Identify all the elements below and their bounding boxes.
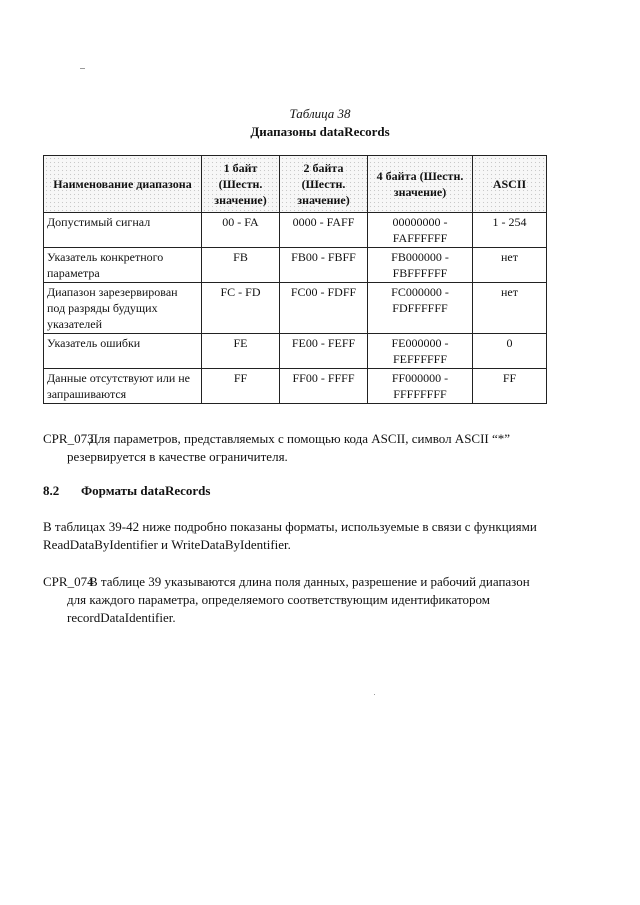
section-heading xyxy=(43,483,210,499)
header-range-name: Наименование диапазона xyxy=(44,156,202,213)
cell-4-bytes: FB000000 - FBFFFFFF xyxy=(368,248,473,283)
cell-1-byte: FB xyxy=(202,248,280,283)
cell-1-byte: FF xyxy=(202,369,280,404)
cell-4-bytes: 00000000 - FAFFFFFF xyxy=(368,213,473,248)
cell-4-bytes: FE000000 - FEFFFFFF xyxy=(368,334,473,369)
cell-1-byte: FE xyxy=(202,334,280,369)
cell-4-bytes: FF000000 - FFFFFFFF xyxy=(368,369,473,404)
cell-range-name: Указатель ошибки xyxy=(44,334,202,369)
cell-ascii: нет xyxy=(473,248,547,283)
table-title: Диапазоны dataRecords xyxy=(250,124,390,139)
requirement-line xyxy=(43,573,603,591)
section-number: 8.2 xyxy=(43,483,60,498)
requirement-line xyxy=(43,430,603,448)
requirement-id: CPR_073 xyxy=(43,431,94,446)
cell-2-bytes: FC00 - FDFF xyxy=(280,283,368,334)
header-1-byte: 1 байт (Шестн. значение) xyxy=(202,156,280,213)
requirement-text: В таблице 39 указываются длина поля данных, разрешение и рабочий диапазон xyxy=(89,574,530,589)
requirement-cpr-073 xyxy=(43,430,603,466)
table-row xyxy=(44,283,547,334)
requirement-text: для каждого параметра, определяемого соответствующим идентификатором xyxy=(67,592,490,607)
table-number: Таблица 38 xyxy=(289,106,351,121)
intro-line: ReadDataByIdentifier и WriteDataByIdentifier. xyxy=(43,537,291,552)
table-row xyxy=(44,369,547,404)
cell-1-byte: FC - FD xyxy=(202,283,280,334)
requirement-id: CPR_074 xyxy=(43,574,94,589)
requirement-text: Для параметров, представляемых с помощью кода ASCII, символ ASCII “*” xyxy=(89,431,511,446)
requirement-cpr-074 xyxy=(43,573,603,627)
table-row xyxy=(44,248,547,283)
table-header-row xyxy=(44,156,547,213)
table-row xyxy=(44,334,547,369)
cell-2-bytes: 0000 - FAFF xyxy=(280,213,368,248)
header-ascii: ASCII xyxy=(473,156,547,213)
scan-speck xyxy=(80,68,85,69)
cell-range-name: Данные отсутствуют или не запрашиваются xyxy=(44,369,202,404)
cell-ascii: FF xyxy=(473,369,547,404)
cell-2-bytes: FB00 - FBFF xyxy=(280,248,368,283)
header-4-bytes: 4 байта (Шестн. значение) xyxy=(368,156,473,213)
cell-range-name: Допустимый сигнал xyxy=(44,213,202,248)
requirement-text: recordDataIdentifier. xyxy=(67,610,176,625)
cell-ascii: нет xyxy=(473,283,547,334)
table-row xyxy=(44,213,547,248)
scan-speck xyxy=(374,694,375,695)
cell-range-name: Диапазон зарезервирован под разряды будущих указателей xyxy=(44,283,202,334)
cell-2-bytes: FF00 - FFFF xyxy=(280,369,368,404)
cell-ascii: 0 xyxy=(473,334,547,369)
cell-1-byte: 00 - FA xyxy=(202,213,280,248)
cell-4-bytes: FC000000 - FDFFFFFF xyxy=(368,283,473,334)
intro-line: В таблицах 39-42 ниже подробно показаны форматы, используемые в связи с функциями xyxy=(43,519,537,534)
section-title: Форматы dataRecords xyxy=(81,483,211,498)
requirement-text: резервируется в качестве ограничителя. xyxy=(67,449,288,464)
header-2-bytes: 2 байта (Шестн. значение) xyxy=(280,156,368,213)
cell-ascii: 1 - 254 xyxy=(473,213,547,248)
cell-2-bytes: FE00 - FEFF xyxy=(280,334,368,369)
cell-range-name: Указатель конкретного параметра xyxy=(44,248,202,283)
intro-paragraph xyxy=(43,518,613,554)
ranges-table xyxy=(43,155,547,404)
